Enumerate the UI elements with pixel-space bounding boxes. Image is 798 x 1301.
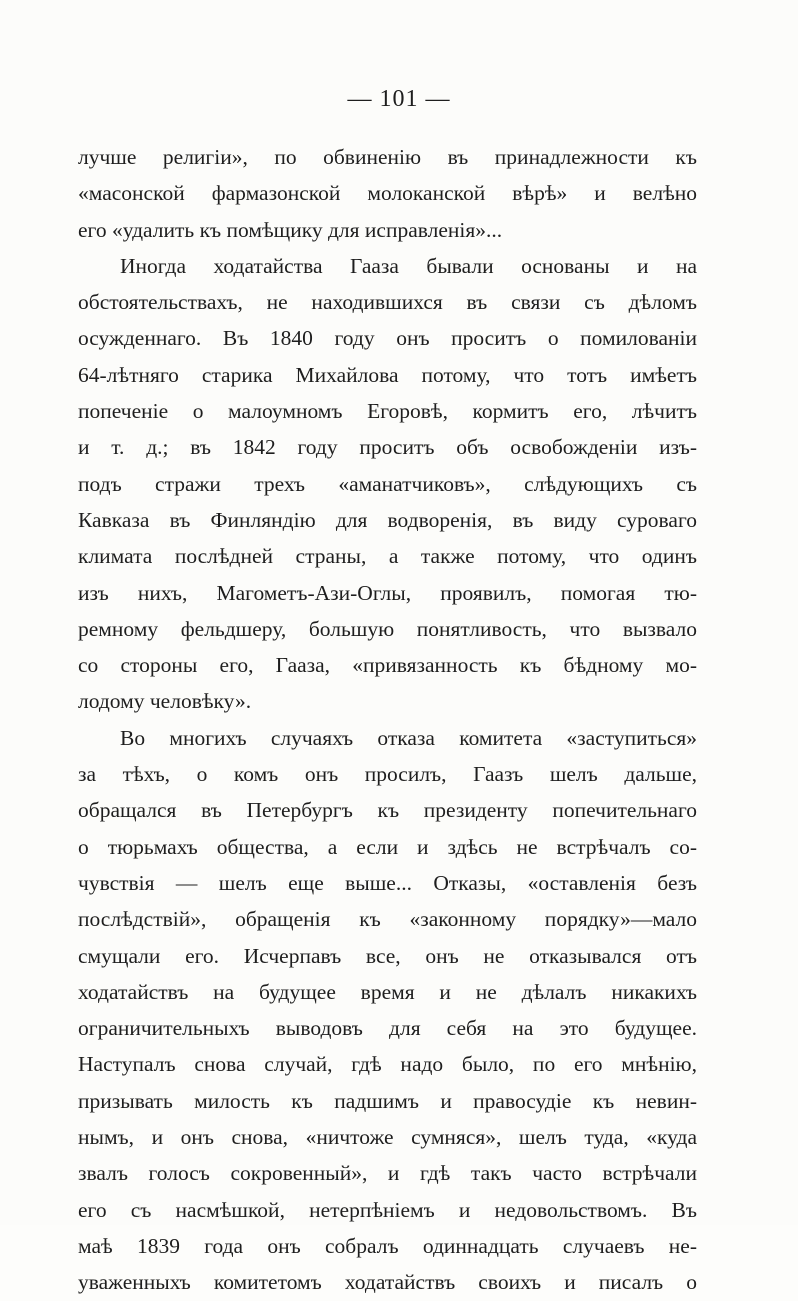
text-line: и т. д.; въ 1842 году проситъ объ освобожденіи изъ- [78,435,697,460]
text-line: смущали его. Исчерпавъ все, онъ не отказывался отъ [78,943,697,968]
text-line: подъ стражи трехъ «аманатчиковъ», слѣдующихъ съ [78,471,697,496]
text-line: изъ нихъ, Магометъ-Ази-Оглы, проявилъ, помогая тю- [78,580,697,605]
text-line: попеченіе о малоумномъ Егоровѣ, кормитъ его, лѣчитъ [78,399,697,424]
text-line: со стороны его, Гааза, «привязанность къ бѣдному мо- [78,653,697,678]
text-line: о тюрьмахъ общества, а если и здѣсь не встрѣчалъ со- [78,834,697,859]
text-line: лучше религіи», по обвиненію въ принадлежности къ [78,145,697,169]
text-line: послѣдствій», обращенія къ «законному порядку»—мало [78,907,697,932]
text-line: Наступалъ снова случай, гдѣ надо было, по его мнѣнію, [78,1052,697,1077]
page-number: — 101 — [347,86,451,112]
text-line: ремному фельдшеру, большую понятливость, что вызвало [78,616,697,641]
text-line: нымъ, и онъ снова, «ничтоже сумняся», шелъ туда, «куда [78,1125,697,1150]
body-text [78,139,697,1301]
paragraph-first-line: Иногда ходатайства Гааза бывали основаны и на [120,253,697,278]
text-line: его съ насмѣшкой, нетерпѣніемъ и недовольствомъ. Въ [78,1197,697,1222]
text-line: климата послѣдней страны, а также потому, что одинъ [78,544,697,569]
text-line: обстоятельствахъ, не находившихся въ связи съ дѣломъ [78,290,697,315]
text-line: его «удалить къ помѣщику для исправленія»... [78,217,503,242]
text-line: ходатайствъ на будущее время и не дѣлалъ никакихъ [78,979,697,1004]
text-line: призывать милость къ падшимъ и правосудіе къ невин- [78,1088,697,1113]
text-line: ограничительныхъ выводовъ для себя на это будущее. [78,1016,697,1041]
text-line: «масонской фармазонской молоканской вѣрѣ» и велѣно [78,181,697,206]
text-line: звалъ голосъ сокровенный», и гдѣ такъ часто встрѣчали [78,1161,697,1186]
text-line: чувствія — шелъ еще выше... Отказы, «оставленія безъ [78,870,697,895]
text-line: осужденнаго. Въ 1840 году онъ проситъ о помилованіи [78,326,697,351]
paragraph-first-line: Во многихъ случаяхъ отказа комитета «заступиться» [120,725,697,750]
text-line: Кавказа въ Финляндію для водворенія, въ виду суроваго [78,507,697,532]
text-line: 64-лѣтняго старика Михайлова потому, что тотъ имѣетъ [78,362,697,387]
text-line: лодому человѣку». [78,689,252,714]
text-line: маѣ 1839 года онъ собралъ одиннадцать случаевъ не- [78,1233,697,1258]
text-line: уваженныхъ комитетомъ ходатайствъ своихъ и писалъ о [78,1270,697,1295]
text-line: обращался въ Петербургъ къ президенту попечительнаго [78,798,697,823]
text-line: за тѣхъ, о комъ онъ просилъ, Гаазъ шелъ дальше, [78,762,697,787]
